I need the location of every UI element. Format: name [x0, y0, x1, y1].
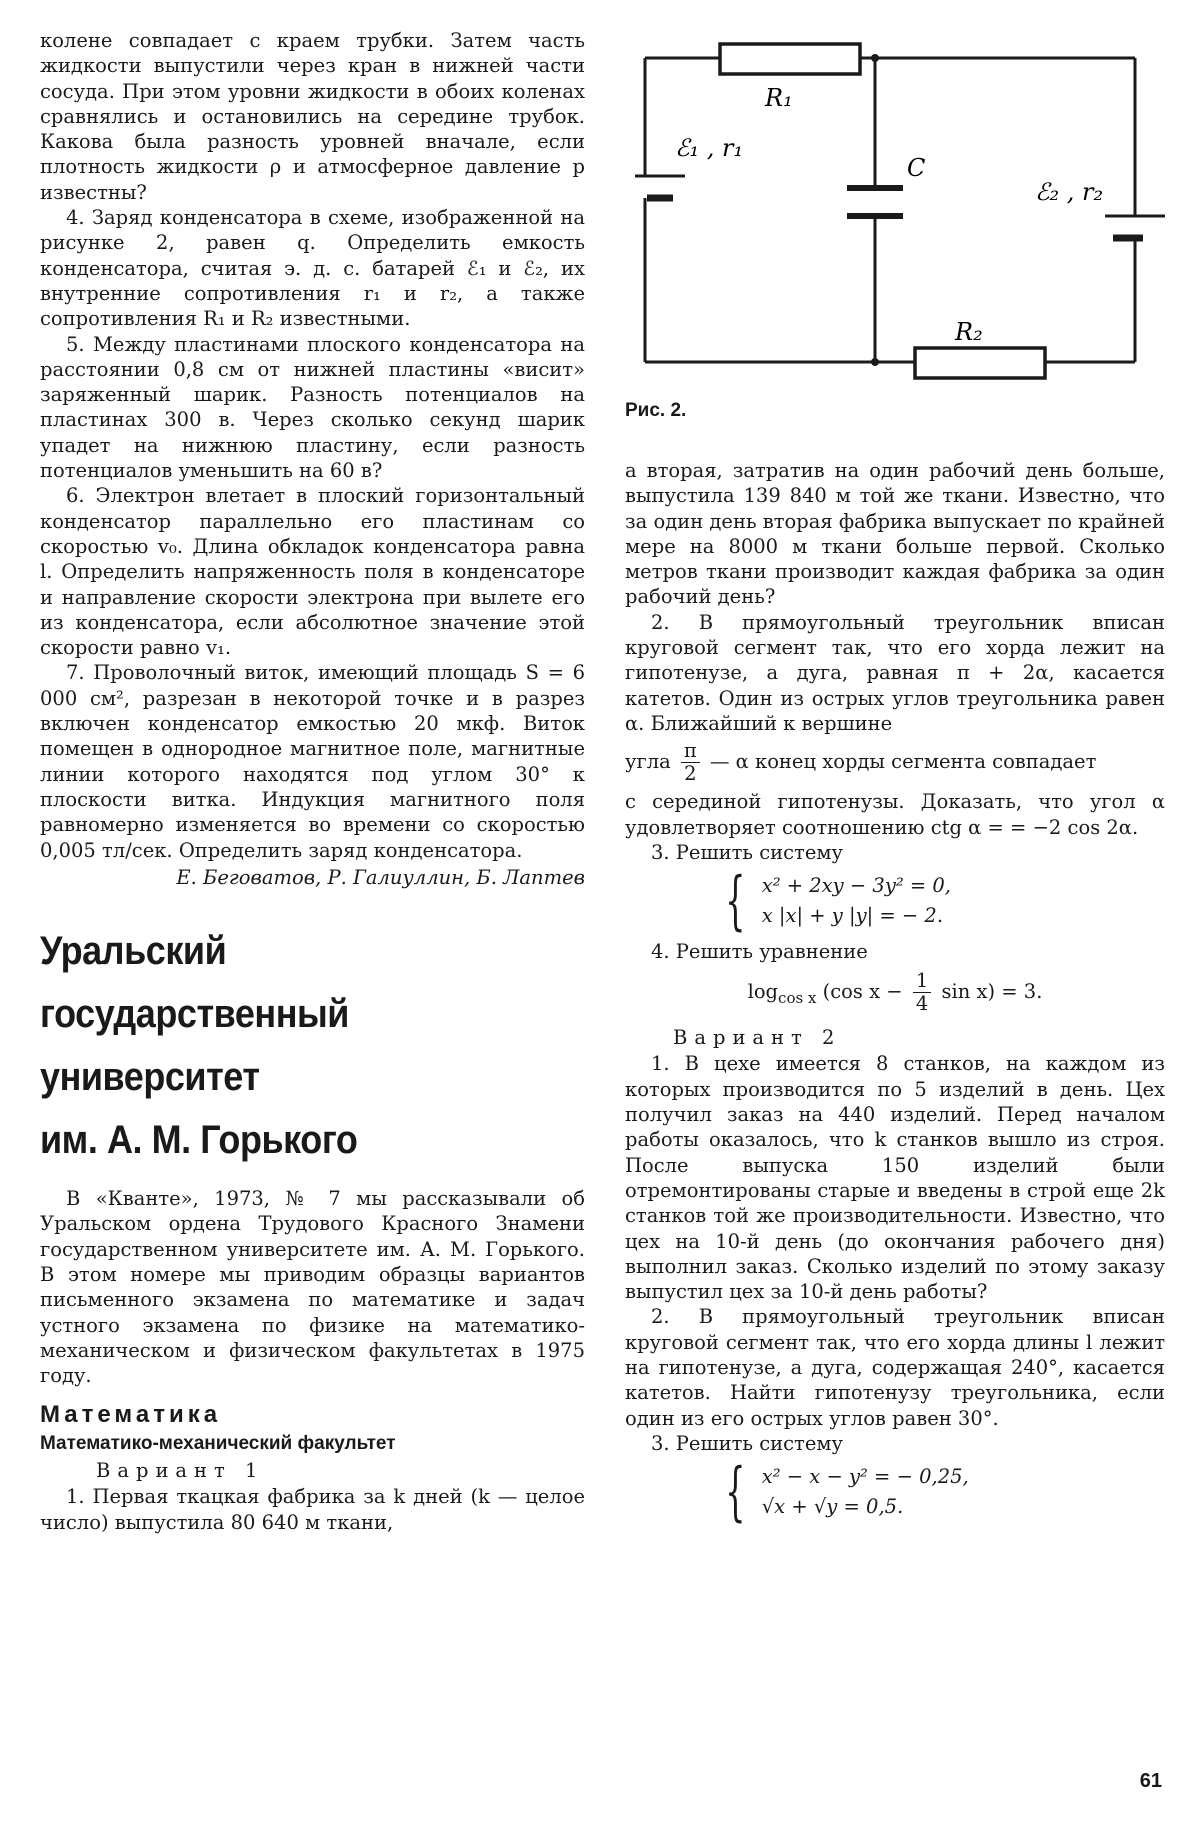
problem-4: 4. Заряд конденсатора в схеме, изображенной на рисунке 2, равен q. Определить емкость конденсатора, считая э. д. с. батарей ℰ₁ и ℰ₂, их внутренние сопротивления r₁ и r₂, а также сопротивления R₁ и R₂ известными. [40, 206, 585, 331]
problem-5: 5. Между пластинами плоского конденсатора на расстоянии 0,8 см от нижней пластины «висит» заряженный шарик. Разность потенциалов на пластинах 300 в. Через сколько секунд шарик упадет на нижнюю пластину, если разность потенциалов уменьшить на 60 в? [40, 332, 585, 483]
title-line-1: Уральский [40, 929, 227, 974]
label-e1: ℰ₁ , r₁ [675, 134, 744, 162]
variant-1-problem-2: 2. В прямоугольный треугольник вписан круговой сегмент так, что его хорда лежит на гипотенузе, а дуга, равная π + 2α, касается катетов. Один из острых углов треугольника равен α. Ближайший к вершине [625, 610, 1165, 735]
title-line-3: университет [40, 1055, 260, 1100]
university-title [40, 920, 531, 1172]
problem-6: 6. Электрон влетает в плоский горизонтальный конденсатор параллельно его пластинам со скоростью v₀. Длина обкладок конденсатора равна l. Определить напряженность поля в конденсаторе и направление скорости электрона при вылете его из конденсатора, если абсолютное значение этой скорости равно v₁. [40, 484, 585, 660]
left-column [40, 28, 585, 1535]
system-1-eq-1: x² + 2xy − 3y² = 0, [761, 874, 952, 898]
log-argument-start: (cos x − [822, 980, 903, 1004]
log-equation [625, 970, 1165, 1015]
authors-signature: Е. Беговатов, Р. Галиуллин, Б. Лаптев [176, 865, 585, 889]
log-argument-end: sin x) = 3. [941, 980, 1043, 1004]
section-heading: Математика [40, 1401, 222, 1429]
page-number: 61 [1139, 1770, 1162, 1792]
system-brace-1: { [725, 864, 746, 939]
variant-1-heading: Вариант 1 [96, 1459, 265, 1483]
log-word: log [747, 980, 779, 1004]
variant-2-heading: Вариант 2 [673, 1026, 842, 1050]
problem-3-continuation: колене совпадает с краем трубки. Затем часть жидкости выпустили через кран в нижней части сосуда. При этом уровни жидкости в обоих коленах сравнялись и остановились на середине трубок. Какова была разность уровней вначале, если плотность жидкости ρ и атмосферное давление p известны? [40, 29, 585, 204]
subsection-heading: Математико-механический факультет [40, 1433, 396, 1455]
fraction-pi-over-2 [681, 740, 700, 785]
circuit-diagram [625, 28, 1165, 428]
fraction-one-quarter [913, 970, 931, 1015]
variant-1-problem-1-continuation: а вторая, затратив на один рабочий день больше, выпустила 139 840 м той же ткани. Известно, что за один день вторая фабрика выпускает по крайней мере на 8000 м ткани больше первой. Сколько метров ткани производит каждая фабрика за один рабочий день? [625, 459, 1165, 609]
equation-system-1 [715, 864, 952, 939]
variant-1-problem-2-angle-line [625, 740, 1165, 785]
label-r2: R₂ [955, 318, 983, 346]
fraction-numerator: π [681, 740, 700, 763]
junction-top [871, 54, 879, 62]
variant-1-problem-4: 4. Решить уравнение [651, 940, 868, 964]
variant-2-problem-1: 1. В цехе имеется 8 станков, на каждом из которых производится по 5 изделий в день. Цех получил заказ на 440 изделий. Перед началом работы оказалось, что k станков вышло из строя. После выпуска 150 изделий были отремонтированы старые и введены в строй еще 2k станков той же производительности. Известно, что цех на 10-й день (до окончания рабочего дня) выполнил заказ. Сколько изделий по этому заказу выпустил цех за 10-й день работы? [625, 1052, 1165, 1304]
label-e2: ℰ₂ , r₂ [1035, 178, 1104, 206]
variant-1-problem-3: 3. Решить систему [651, 840, 844, 864]
label-r1: R₁ [765, 84, 793, 112]
label-c: C [907, 154, 926, 182]
variant-2-problem-2: 2. В прямоугольный треугольник вписан круговой сегмент так, что его хорда длины l лежит на гипотенузе, а дуга, содержащая 240°, касается катетов. Найти гипотенузу треугольника, если один из его острых углов равен 30°. [625, 1305, 1165, 1430]
title-line-2: государственный [40, 992, 349, 1037]
equation-system-2 [715, 1455, 969, 1530]
right-column [625, 28, 1165, 1530]
system-1-eq-2: x |x| + y |y| = − 2. [761, 904, 944, 928]
angle-tail: — α конец хорды сегмента совпадает [709, 750, 1097, 774]
system-2-eq-2: √x + √y = 0,5. [761, 1495, 904, 1519]
junction-bottom [871, 358, 879, 366]
quarter-denominator: 4 [915, 992, 929, 1016]
variant-2-problem-3: 3. Решить систему [651, 1431, 844, 1455]
angle-word: угла [625, 750, 671, 774]
intro-paragraph: В «Кванте», 1973, № 7 мы рассказывали об Уральском ордена Трудового Красного Знамени государственном университете им. А. М. Горького. В этом номере мы приводим образцы вариантов письменного экзамена по математике и задач устного экзамена по физике на математико-механическом и физическом факультетах в 1975 году. [40, 1187, 585, 1388]
quarter-numerator: 1 [913, 970, 931, 993]
variant-1-problem-1: 1. Первая ткацкая фабрика за k дней (k — целое число) выпустила 80 640 м ткани, [40, 1485, 585, 1534]
variant-1-problem-2-end: с серединой гипотенузы. Доказать, что угол α удовлетворяет соотношению ctg α = = −2 cos 2α. [625, 790, 1165, 839]
circuit-figure [625, 28, 1165, 458]
fraction-denominator: 2 [684, 762, 697, 786]
figure-caption: Рис. 2. [625, 400, 687, 421]
title-line-4: им. А. М. Горького [40, 1118, 358, 1163]
problem-7: 7. Проволочный виток, имеющий площадь S = 6 000 см², разрезан в некоторой точке и в разрез включен конденсатор емкостью 20 мкф. Виток помещен в однородное магнитное поле, магнитные линии которого находятся под углом 30° к плоскости витка. Индукция магнитного поля равномерно изменяется во времени со скоростью 0,005 тл/сек. Определить заряд конденсатора. [40, 661, 585, 862]
system-2-eq-1: x² − x − y² = − 0,25, [761, 1465, 969, 1489]
log-base: cos x [778, 989, 817, 1008]
system-brace-2: { [725, 1455, 746, 1530]
